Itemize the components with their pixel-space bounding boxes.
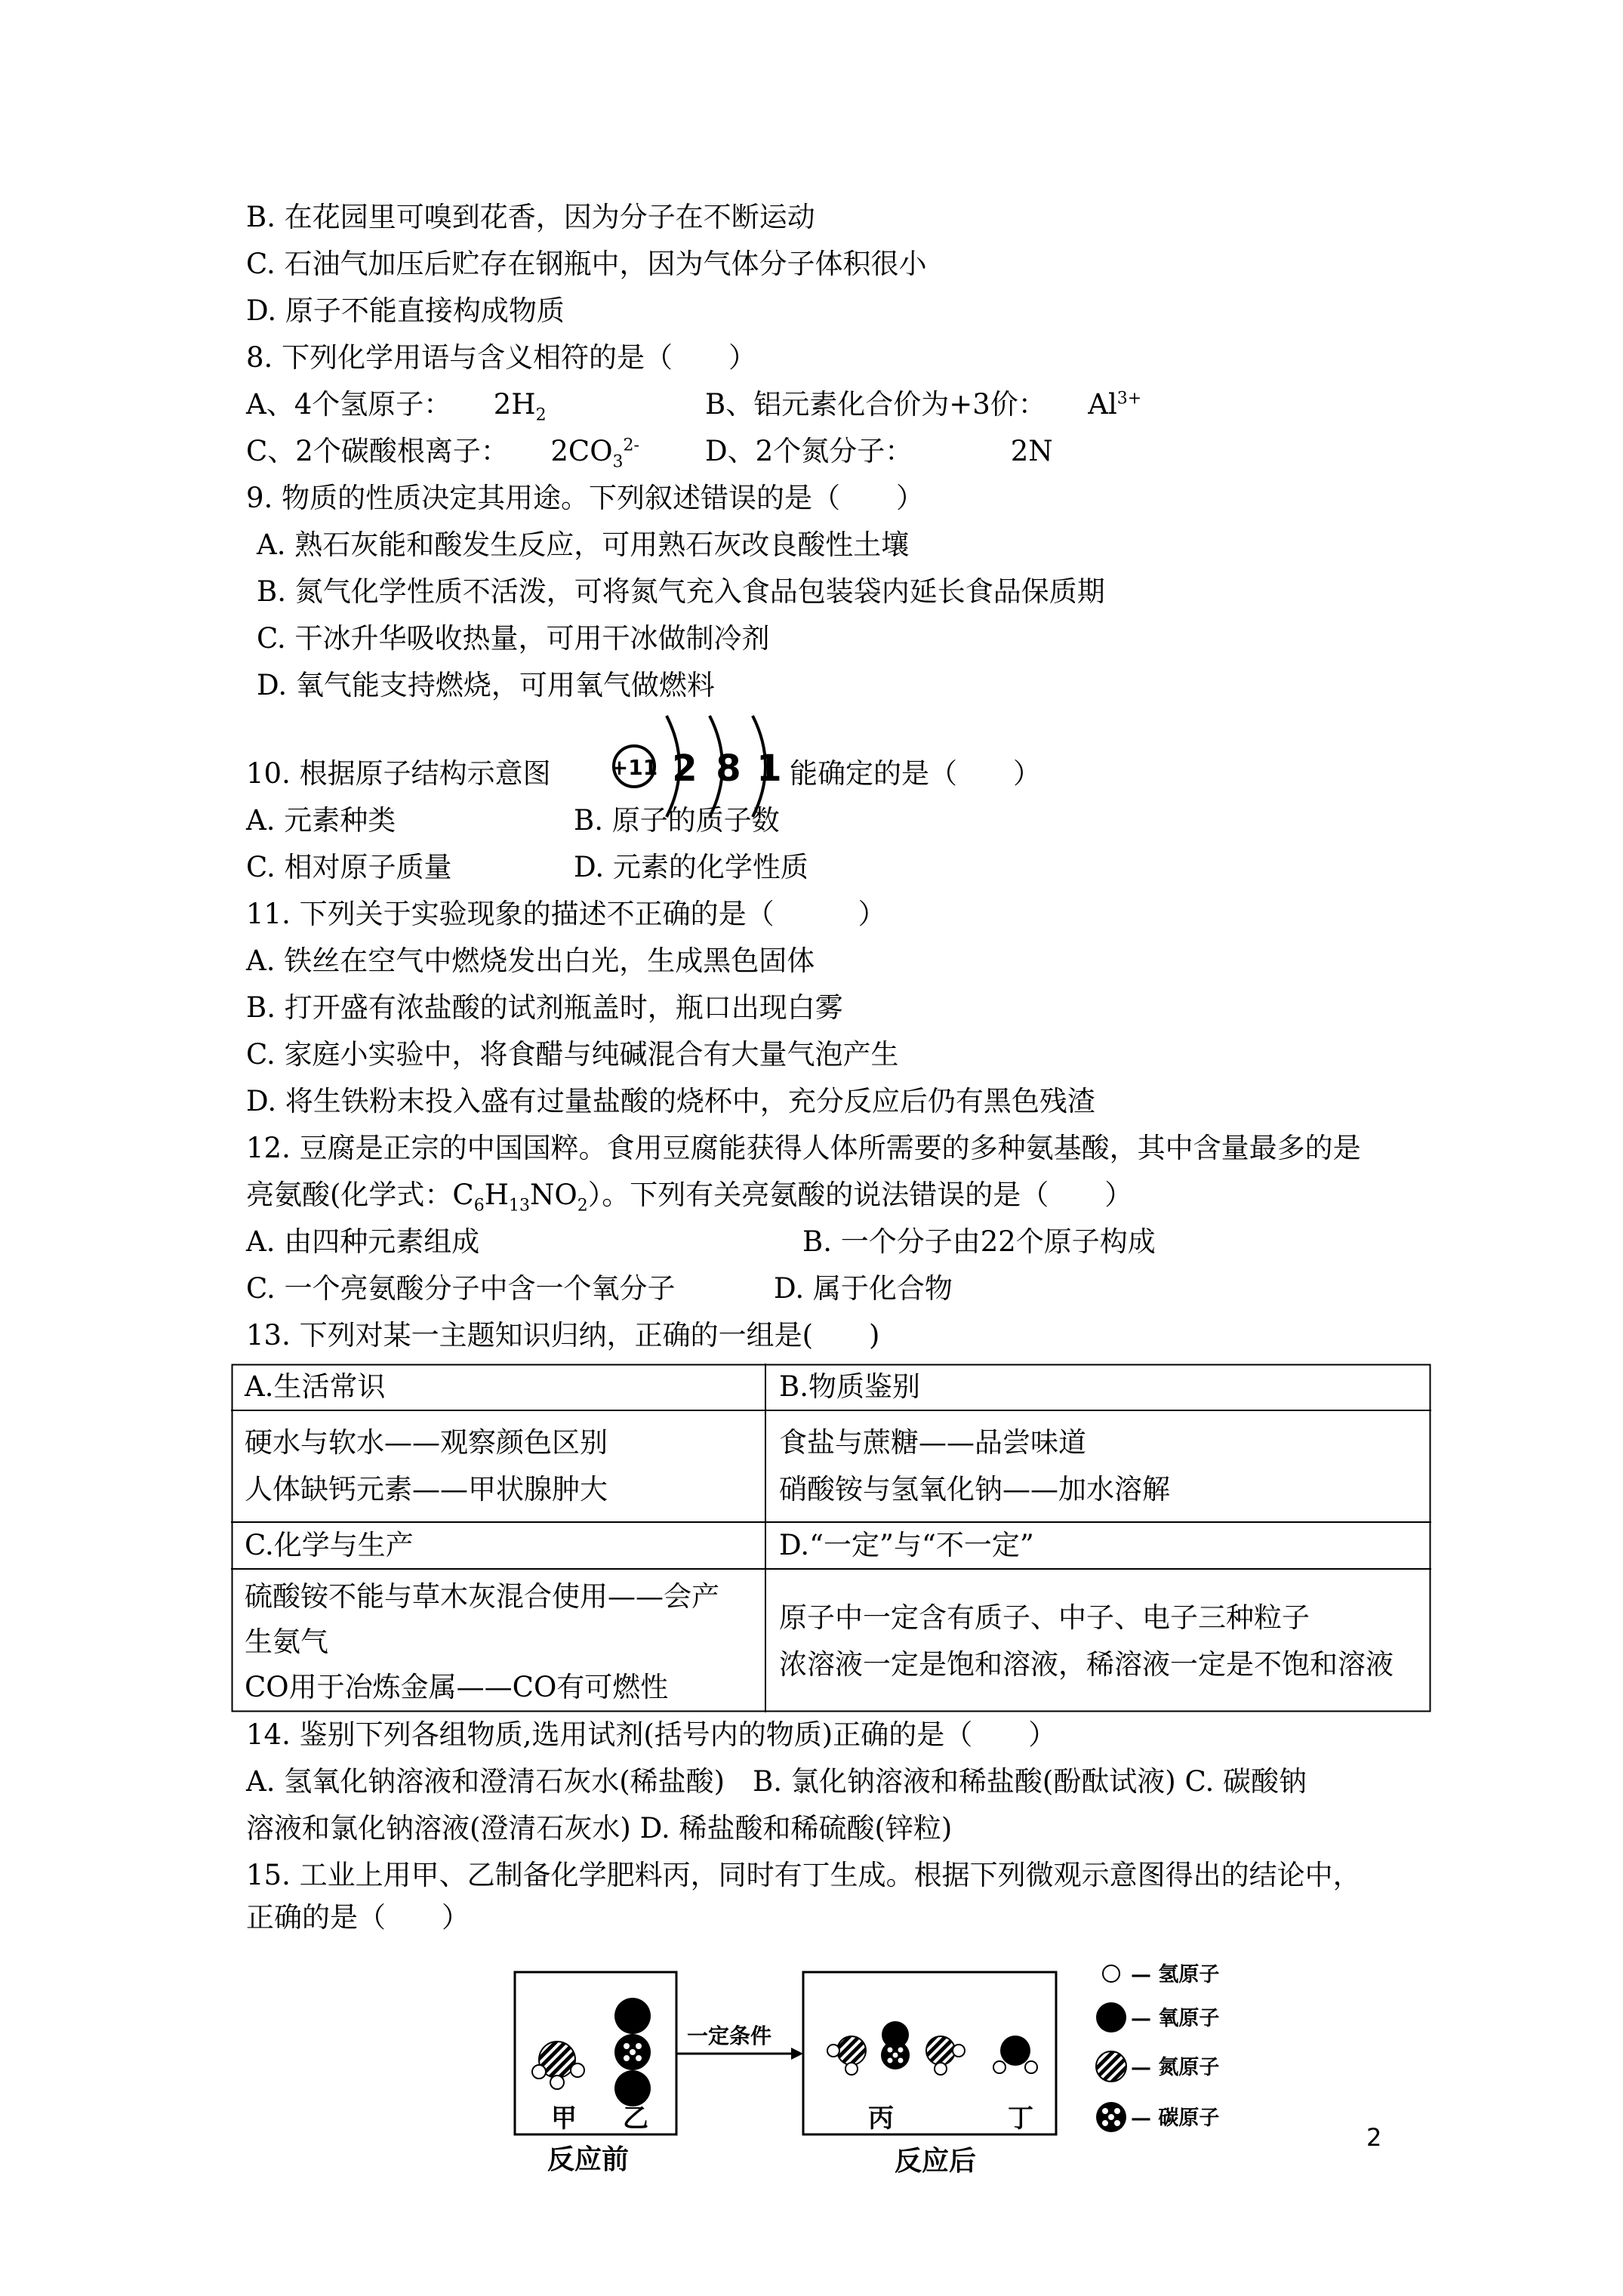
question-11: 11. 下列关于实验现象的描述不正确的是（ ） xyxy=(246,898,886,930)
q8-option-b: B、铝元素化合价为+3价： $Al^{3+}$ xyxy=(705,388,1142,421)
legend-oxygen: — 氧原子 xyxy=(1131,2007,1220,2030)
table-a-head: A.生活常识 xyxy=(245,1370,386,1403)
table-b-item-1: 食盐与蔗糖——品尝味道 xyxy=(779,1426,1086,1459)
q10-option-d: D. 元素的化学性质 xyxy=(574,851,808,883)
legend-carbon: — 碳原子 xyxy=(1131,2106,1220,2130)
q11-option-d: D. 将生铁粉末投入盛有过量盐酸的烧杯中，充分反应后仍有黑色残渣 xyxy=(246,1085,1095,1117)
atom-nucleus: +11 xyxy=(610,755,658,780)
table-b-head: B.物质鉴别 xyxy=(779,1370,920,1403)
question-10-part2: 能确定的是（ ） xyxy=(790,757,1041,790)
label-bing: 丙 xyxy=(868,2103,894,2134)
question-10-part1: 10. 根据原子结构示意图 xyxy=(246,757,551,790)
table-d-item-1: 原子中一定含有质子、中子、电子三种粒子 xyxy=(779,1601,1310,1634)
table-c-head: C.化学与生产 xyxy=(245,1529,414,1561)
q10-option-c: C. 相对原子质量 xyxy=(246,851,452,883)
question-9: 9. 物质的性质决定其用途。下列叙述错误的是（ ） xyxy=(246,482,925,514)
page-number: 2 xyxy=(1366,2123,1382,2152)
condition-label: 一定条件 xyxy=(687,2023,772,2048)
table-c-item-1: 硫酸铵不能与草木灰混合使用——会产 xyxy=(245,1580,719,1613)
table-c-item-3: CO用于冶炼金属——CO有可燃性 xyxy=(245,1671,669,1703)
q9-option-d: D. 氧气能支持燃烧，可用氧气做燃料 xyxy=(257,669,715,701)
q12-option-c: C. 一个亮氨酸分子中含一个氧分子 xyxy=(246,1272,676,1305)
q12-option-b: B. 一个分子由22个原子构成 xyxy=(802,1225,1156,1258)
l1: B. 在花园里可嗅到花香，因为分子在不断运动 xyxy=(246,201,815,233)
q9-option-b: B. 氮气化学性质不活泼，可将氮气充入食品包装袋内延长食品保质期 xyxy=(257,575,1105,608)
label-before: 反应前 xyxy=(547,2143,630,2175)
question-14: 14. 鉴别下列各组物质,选用试剂(括号内的物质)正确的是（ ） xyxy=(246,1718,1057,1751)
atom-shell-1: 2 xyxy=(672,747,698,790)
atom-shell-2: 8 xyxy=(716,747,741,790)
legend-nitrogen: — 氮原子 xyxy=(1131,2056,1220,2079)
q8-option-c: C、2个碳酸根离子： $2CO_3^{2-}$ xyxy=(246,435,639,472)
q12-option-a: A. 由四种元素组成 xyxy=(246,1225,480,1258)
table-c-item-2: 生氨气 xyxy=(245,1626,328,1658)
q10-option-b: B. 原子的质子数 xyxy=(574,804,780,837)
table-d-head: D.“一定”与“不一定” xyxy=(779,1529,1034,1561)
question-12-line2: 亮氨酸(化学式：$C_6H_{13}NO_2$）。下列有关亮氨酸的说法错误的是（ ） xyxy=(246,1179,1133,1216)
q9-option-c: C. 干冰升华吸收热量，可用干冰做制冷剂 xyxy=(257,622,770,655)
table-b-item-2: 硝酸铵与氢氧化钠——加水溶解 xyxy=(779,1473,1170,1505)
q14-line-2: 溶液和氯化钠溶液(澄清石灰水) D. 稀盐酸和稀硫酸(锌粒) xyxy=(246,1812,953,1845)
q11-option-b: B. 打开盛有浓盐酸的试剂瓶盖时，瓶口出现白雾 xyxy=(246,991,843,1024)
label-yi: 乙 xyxy=(623,2103,648,2134)
atom-shell-3: 1 xyxy=(756,747,782,790)
question-13: 13. 下列对某一主题知识归纳，正确的一组是( ) xyxy=(246,1319,880,1351)
question-8: 8. 下列化学用语与含义相符的是（ ） xyxy=(246,341,757,374)
l2: C. 石油气加压后贮存在钢瓶中，因为气体分子体积很小 xyxy=(246,248,927,280)
question-12-line1: 12. 豆腐是正宗的中国国粹。食用豆腐能获得人体所需要的多种氨基酸，其中含量最多的是 xyxy=(246,1132,1361,1164)
label-jia: 甲 xyxy=(551,2103,577,2134)
l3: D. 原子不能直接构成物质 xyxy=(246,294,565,327)
label-ding: 丁 xyxy=(1008,2103,1033,2134)
q10-option-a: A. 元素种类 xyxy=(246,804,396,837)
reaction-microscopic-diagram xyxy=(513,1957,1344,2179)
q12-option-d: D. 属于化合物 xyxy=(774,1272,953,1305)
q9-option-a: A. 熟石灰能和酸发生反应，可用熟石灰改良酸性土壤 xyxy=(257,529,910,561)
label-after: 反应后 xyxy=(895,2145,977,2176)
table-a-item-2: 人体缺钙元素——甲状腺肿大 xyxy=(245,1473,608,1505)
question-15-line2: 正确的是（ ） xyxy=(246,1901,470,1934)
q11-option-a: A. 铁丝在空气中燃烧发出白光，生成黑色固体 xyxy=(246,945,815,977)
table-a-item-1: 硬水与软水——观察颜色区别 xyxy=(245,1426,608,1459)
question-15-line1: 15. 工业上用甲、乙制备化学肥料丙，同时有丁生成。根据下列微观示意图得出的结论中， xyxy=(246,1859,1361,1891)
q14-line-1: A. 氢氧化钠溶液和澄清石灰水(稀盐酸) B. 氯化钠溶液和稀盐酸(酚酞试液) C. 碳酸钠 xyxy=(246,1765,1307,1798)
q8-option-d: D、2个氮分子： 2N xyxy=(705,435,1053,467)
legend-hydrogen: — 氢原子 xyxy=(1131,1963,1220,1986)
table-d-item-2: 浓溶液一定是饱和溶液，稀溶液一定是不饱和溶液 xyxy=(779,1648,1394,1681)
q11-option-c: C. 家庭小实验中，将食醋与纯碱混合有大量气泡产生 xyxy=(246,1038,899,1071)
q8-option-a: A、4个氢原子： $2H_2$ xyxy=(246,388,547,425)
